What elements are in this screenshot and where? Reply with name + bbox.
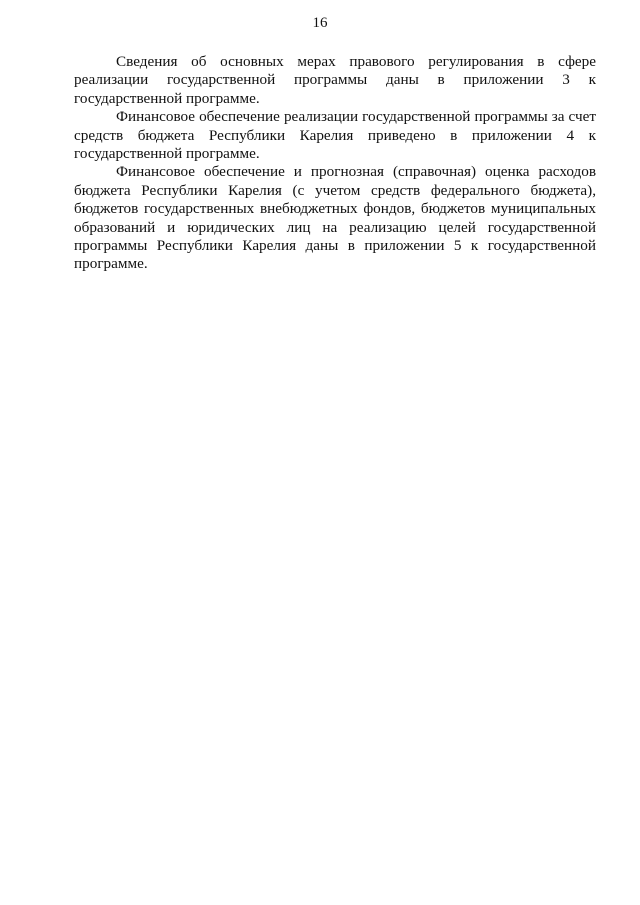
paragraph-budget-funding: Финансовое обеспечение реализации государственной программы за счет средств бюджета Республики Карелия приведено в приложении 4 к государственной программе. (74, 108, 596, 163)
paragraph-forecast-estimate: Финансовое обеспечение и прогнозная (справочная) оценка расходов бюджета Республики Карелия (с учетом средств федерального бюджета), бюджетов государственных внебюджетных фондов, бюджетов муниципальных образований и юридических лиц на реализацию целей государственной программы Республики Карелия даны в приложении 5 к государственной программе. (74, 163, 596, 273)
paragraph-legal-regulation: Сведения об основных мерах правового регулирования в сфере реализации государственной программы даны в приложении 3 к государственной программе. (74, 53, 596, 107)
page-number: 16 (312, 15, 328, 31)
document-body (74, 53, 596, 274)
